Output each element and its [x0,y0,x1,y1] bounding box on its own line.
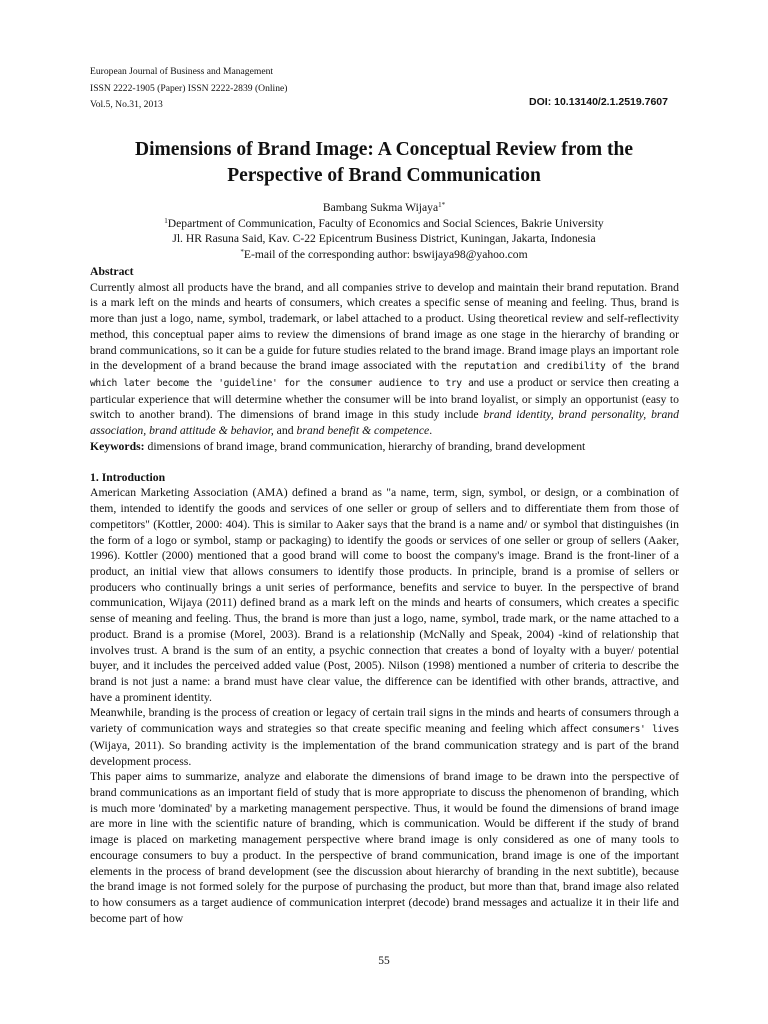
author-name: Bambang Sukma Wijaya [322,201,439,214]
keywords-line [90,439,679,455]
affiliation-sup: 1 [164,216,168,225]
intro-paragraph-3: This paper aims to summarize, analyze and elaborate the dimensions of brand image to be drawn into the perspective of brand communications as an important field of study that is more appropriate to discuss the phenomenon of branding, which is much more 'dominated' by a marketing management perspective. Thus, it would be found the dimensions of brand image are more in line with the scientific nature of branding, which is communication. Would be different if the study of brand image is placed on marketing management perspective where brand image is only considered as one of many tools to encourage consumers to buy a product. In the perspective of brand communication, brand image is one of the important elements in the process of brand development (see the discussion about hierarchy of branding in the next subtitle), because the brand image is not formed solely for the purpose of purchasing the product, but more than that, brand image also related to how consumers as a target audience of communication interpret (decode) brand messages and actualize it in their life and become part of how [90,770,679,925]
abstract-text-a: Currently almost all products have the brand, and all companies strive to develop and maintain their brand reputation. Brand is a mark left on the minds and hearts of consumers, which creates a specific sense of meaning and feeling. Thus, brand is more than just a logo, name, symbol, trademark, or label attached to a product. Using theoretical review and self-reflectivity method, this conceptual paper aims to review the dimensions of brand image as one stage in the hierarchy of branding or brand communications, so it can be a guide for future studies related to the brand image. Brand image plays an important role in the development of a brand because the brand image associated with [90,280,679,373]
title-line-1: Dimensions of Brand Image: A Conceptual Review from the [135,139,633,160]
abstract-text-b: the reputation and credibility of the brand which later become the 'guideline' for the consumer audience to try and [90,361,680,390]
author-address: Jl. HR Rasuna Said, Kav. C-22 Epicentrum Business District, Kuningan, Jakarta, Indonesia [172,232,596,245]
intro-p2-a: Meanwhile, branding is the process of creation or legacy of certain trail signs in the minds and hearts of consumers through a variety of communication ways and strategies so that create specific meaning and feeling which affect [90,706,679,736]
section-gap [90,455,679,470]
abstract-paragraph [90,280,679,439]
journal-name: European Journal of Business and Management [90,66,274,77]
page-number: 55 [378,955,390,967]
email-sup: * [240,247,244,256]
keywords-label: Keywords: [90,439,145,453]
abstract-heading: Abstract [90,265,134,278]
author-affiliation-line [60,216,708,232]
title-line-2: Perspective of Brand Communication [227,165,541,186]
abstract-dimensions: brand identity, brand personality, brand association, brand attitude & behavior, [90,408,679,438]
introduction-heading: 1. Introduction [90,470,166,484]
abstract-and: and [273,424,297,438]
author-email-line [60,247,708,263]
intro-paragraph-2 [90,705,679,769]
abstract-text-c: use a product or service then creating a particular experience that will determine whether the consumer will be into brand loyalist, or simply an opportunist (easy to switch to another brand). The dimensions of brand image in this study include [90,376,679,422]
paper-body [90,264,679,926]
abstract-dimensions-last: brand benefit & competence [296,424,430,438]
paper-title [60,137,708,189]
journal-volume: Vol.5, No.31, 2013 [90,99,163,110]
author-block [60,200,708,262]
author-name-sup: 1* [438,201,446,209]
author-email[interactable]: E-mail of the corresponding author: bswijaya98@yahoo.com [243,247,528,261]
abstract-period: . [429,424,433,438]
intro-p2-c: (Wijaya, 2011). So branding activity is the implementation of the brand communication strategy and is part of the brand development process. [90,738,679,768]
author-affiliation: Department of Communication, Faculty of Economics and Social Sciences, Bakrie University [167,216,604,230]
keywords-text: dimensions of brand image, brand communication, hierarchy of branding, brand development [144,439,586,453]
journal-header [90,64,678,114]
author-name-line [60,200,708,216]
intro-paragraph-1: American Marketing Association (AMA) defined a brand as "a name, term, sign, symbol, or design, or a combination of them, intended to identify the goods and services of one seller or group of sellers and to differentiate them from those of competitors" (Kottler, 2000: 404). This is similar to Aaker says that the brand is a name and/ or symbol that distinguishes (in the form of a logo or symbol, stamp or packaging) to identify the goods or services of one seller or group of sellers (Aaker, 1996). Kottler (2000) mentioned that a good brand will come to boost the company's image. Brand is the front-liner of a product, an initial view that allows consumers to identify those products. In principle, brand is a promise of sellers or producers who continually brings a unit series of performance, benefits and service to buyer. In the perspective of brand communication, Wijaya (2011) defined brand as a mark left on the minds and hearts of consumers, which creates a specific sense of meaning and feeling. Thus, the brand is more than just a logo, name, symbol, trade mark, or the name attached to a product. Brand is a promise (Morel, 2003). Brand is a relationship (McNally and Speak, 2004) -kind of relationship that involves trust. A brand is the sum of an entity, a psychic connection that creates a bond of loyalty with a buyer/ potential buyer, and it includes the perceived added value (Post, 2005). Nilson (1998) mentioned a number of criteria to describe the brand is not just a name: a brand must have clear value, the difference can be identified with other brands, attractive, and have a prominent identity. [90,486,679,704]
doi-link[interactable]: DOI: 10.13140/2.1.2519.7607 [529,96,668,108]
intro-p2-b: consumers' lives [591,724,679,736]
journal-issn: ISSN 2222-1905 (Paper) ISSN 2222-2839 (Online) [90,82,288,94]
